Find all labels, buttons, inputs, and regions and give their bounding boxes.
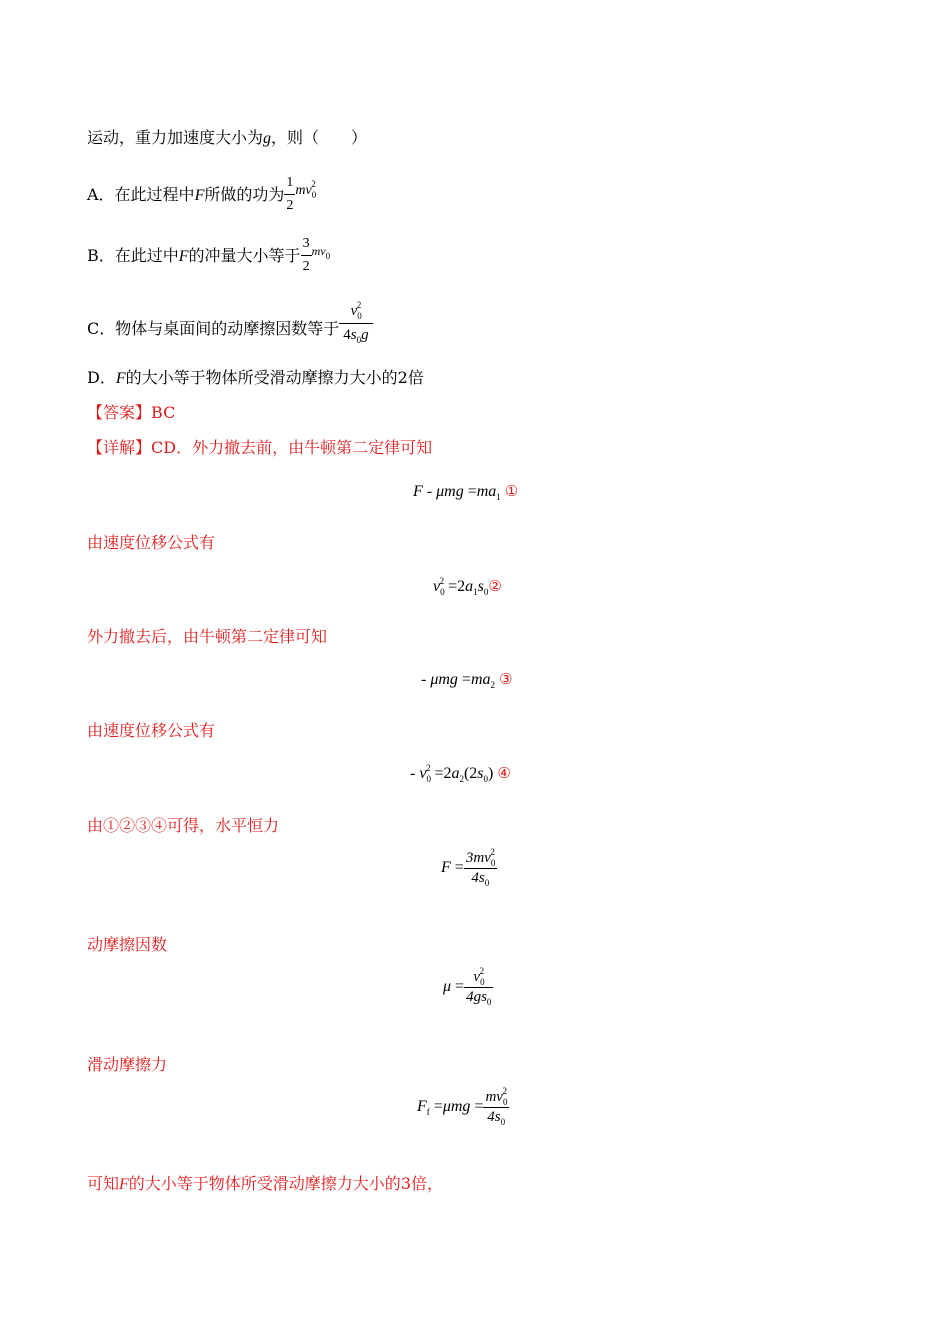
eq3-ma: ma — [470, 671, 491, 688]
conclusion-text: 的大小等于物体所受滑动摩擦力大小的 — [128, 1174, 401, 1193]
eq6-num-sub: 0 — [480, 977, 485, 987]
option-a-mid: 所做的功为 — [204, 185, 285, 204]
eq6-fraction — [464, 966, 493, 1007]
explain-intro-line — [87, 438, 432, 458]
option-c-num-sub: 0 — [357, 311, 362, 321]
option-d-n: 2 — [397, 368, 408, 387]
eq1-marker: ① — [504, 482, 519, 500]
answer-label: 【答案】 — [87, 403, 152, 422]
option-a-fraction — [284, 173, 295, 216]
eq4-a: a — [451, 765, 460, 782]
eq7-num — [483, 1086, 509, 1107]
eq2-a: a — [465, 578, 474, 595]
eq6-equals: = — [451, 978, 465, 996]
option-c-num-sup: 2 — [356, 300, 362, 310]
eq4-a-sub: 2 — [459, 774, 464, 784]
option-c-den-g: g — [361, 327, 369, 343]
eq5-num — [464, 847, 497, 868]
intro-tail: ，则（ ） — [271, 128, 368, 147]
eq4-sup: 2 — [425, 763, 431, 773]
eq6-num — [464, 966, 493, 987]
eq5-fraction — [464, 847, 497, 888]
eq2-sub: 0 — [440, 587, 445, 597]
eq4-open: (2 — [463, 765, 478, 782]
eq7-num-text: mv — [485, 1089, 503, 1105]
eq3-equals: = — [457, 671, 471, 688]
eq1-equals: = — [463, 483, 477, 500]
explain-p3: 由速度位移公式有 — [87, 721, 216, 740]
option-c-den-4: 4 — [343, 327, 351, 343]
option-b-num: 3 — [302, 236, 310, 251]
eq7-fraction — [483, 1086, 509, 1127]
option-b-F: F — [178, 248, 189, 265]
option-c-label: C．物体与桌面间的动摩擦因数等于 — [87, 319, 340, 338]
option-d-F: F — [115, 370, 126, 387]
eq4-marker: ④ — [497, 764, 511, 782]
option-a-num: 1 — [286, 175, 294, 190]
eq1-sub: 1 — [496, 492, 501, 502]
eq7-equals-1: = — [429, 1098, 443, 1116]
conclusion-tail: 倍， — [411, 1174, 444, 1193]
option-c-fraction — [339, 301, 372, 346]
eq5-equals: = — [450, 859, 464, 877]
option-b — [87, 235, 330, 278]
eq4-close: ) — [488, 765, 494, 782]
intro-text: 运动，重力加速度大小为 — [87, 128, 264, 147]
eq7-num-sup: 2 — [502, 1086, 507, 1096]
eq3-mu: μmg — [430, 671, 458, 688]
eq5-num-sup: 2 — [490, 847, 495, 857]
option-b-expr — [311, 244, 331, 261]
explain-p1: 由速度位移公式有 — [87, 533, 216, 552]
option-a-F: F — [194, 187, 205, 204]
eq7-num-sub: 0 — [502, 1097, 508, 1107]
eq1-mu: μmg — [436, 483, 464, 500]
equation-3 — [421, 670, 512, 689]
eq6-num-text: v — [473, 969, 481, 985]
eq4-v: v — [419, 765, 427, 782]
option-b-mv: mv — [311, 244, 326, 258]
eq5-den-sub: 0 — [484, 878, 490, 888]
eq6-den — [464, 987, 493, 1006]
eq7-mu: μmg — [442, 1098, 471, 1116]
explain-p4: 由①②③④可得，水平恒力 — [87, 816, 280, 835]
eq7-F: F — [417, 1098, 427, 1116]
explain-conclusion — [87, 1174, 443, 1195]
explain-p5: 动摩擦因数 — [87, 935, 168, 954]
explain-label: 【详解】 — [87, 438, 152, 457]
eq2-v: v — [433, 578, 441, 595]
eq4-sub: 0 — [426, 774, 431, 784]
eq5-den-text: 4s — [471, 870, 485, 886]
eq5-num-sub: 0 — [490, 858, 496, 868]
explain-intro: CD．外力撤去前，由牛顿第二定律可知 — [151, 438, 433, 457]
option-c-num-v: v — [350, 303, 358, 319]
eq2-a-sub: 1 — [473, 587, 478, 597]
conclusion-pre: 可知 — [87, 1174, 120, 1193]
eq3-minus: - — [421, 671, 431, 688]
option-d-label: D． — [87, 368, 116, 387]
option-c-den-s: s — [350, 327, 357, 343]
option-d-text: 的大小等于物体所受滑动摩擦力大小的 — [125, 368, 398, 387]
eq5-F: F — [441, 859, 451, 877]
option-c-num — [339, 301, 372, 323]
option-a — [87, 174, 316, 217]
eq7-equals-2: = — [470, 1098, 484, 1116]
option-c-den-sub: 0 — [356, 335, 362, 345]
answer-value: BC — [151, 403, 176, 422]
eq1-ma: ma — [476, 483, 497, 500]
explain-p6: 滑动摩擦力 — [87, 1055, 168, 1074]
option-b-mid: 的冲量大小等于 — [188, 246, 301, 265]
option-d — [87, 368, 424, 389]
eq4-equals: =2 — [430, 765, 452, 782]
eq7-den — [483, 1107, 509, 1126]
eq1-F: F — [413, 483, 423, 500]
option-b-label: B．在此过中 — [87, 246, 179, 265]
option-b-fraction — [301, 234, 312, 277]
eq6-mu: μ — [443, 978, 452, 996]
conclusion-F: F — [119, 1176, 129, 1193]
eq1-minus: - — [422, 483, 437, 500]
intro-g: g — [263, 130, 272, 147]
option-b-sub: 0 — [325, 251, 331, 261]
option-a-sup: 2 — [311, 179, 316, 189]
conclusion-n: 3 — [400, 1174, 411, 1193]
eq2-s-sub: 0 — [483, 587, 489, 597]
eq4-s: s — [477, 765, 484, 782]
question-intro — [87, 128, 367, 149]
equation-1 — [413, 482, 518, 501]
eq2-sup: 2 — [439, 576, 445, 586]
option-a-label: A．在此过程中 — [87, 185, 195, 204]
option-a-mv: mv — [295, 183, 312, 198]
eq6-den-text: 4gs — [466, 989, 487, 1005]
equation-5 — [441, 847, 497, 888]
eq2-s: s — [477, 578, 484, 595]
eq3-sub: 2 — [490, 680, 496, 690]
option-a-den: 2 — [284, 194, 295, 216]
option-d-tail: 倍 — [407, 368, 424, 387]
option-c — [87, 300, 373, 352]
eq2-equals: =2 — [444, 578, 466, 595]
eq4-minus: - — [410, 765, 420, 782]
option-c-den — [339, 323, 372, 346]
equation-4 — [410, 764, 511, 783]
eq6-num-sup: 2 — [479, 966, 485, 976]
eq5-den — [464, 868, 497, 887]
eq4-s-sub: 0 — [483, 774, 489, 784]
option-b-den: 2 — [301, 255, 312, 277]
equation-7 — [417, 1086, 509, 1127]
answer-line — [87, 403, 175, 423]
eq6-den-sub: 0 — [486, 997, 492, 1007]
eq2-marker: ② — [488, 577, 502, 595]
eq7-F-sub: f — [426, 1107, 430, 1118]
explain-p2: 外力撤去后，由牛顿第二定律可知 — [87, 627, 328, 646]
equation-6 — [443, 966, 493, 1007]
eq5-num-text: 3mv — [465, 850, 491, 866]
option-a-expr — [295, 179, 317, 200]
eq7-den-text: 4s — [487, 1109, 501, 1125]
option-a-sub: 0 — [311, 190, 317, 200]
eq7-den-sub: 0 — [500, 1117, 506, 1127]
equation-2 — [433, 577, 502, 596]
eq3-marker: ③ — [499, 670, 513, 688]
